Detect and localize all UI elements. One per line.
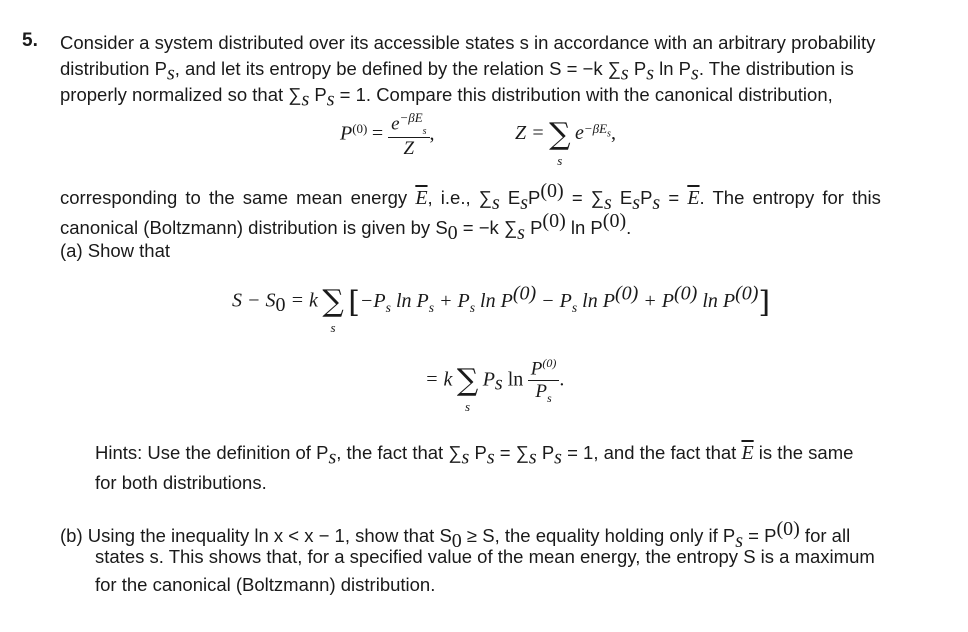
hint-line-2: for both distributions.: [95, 472, 267, 493]
intro-line-1: Consider a system distributed over its accessible states s in accordance with an arbitrary probability: [60, 32, 876, 53]
intro-line-3: properly normalized so that $\sum_s$ $P_s = 1$. Compare this distribution with the canonical distribution,: [60, 84, 833, 111]
part-b-line-2: states s. This shows that, for a specified value of the mean energy, the entropy S is a maximum: [95, 546, 875, 567]
intro-line-2: distribution $P_s$, and let its entropy be defined by the relation S = −k $\sum_s$ $P_s$ $\ln P_s$. The distribution is: [60, 58, 854, 85]
part-b-line-3: for the canonical (Boltzmann) distribution.: [95, 574, 436, 595]
part-b-line-1: (b) Using the inequality ln x < x − 1, show that $S_0 \ge S$, the equality holding only if $P_s = P^{(0)}$ for all: [60, 518, 851, 552]
hint-line-1: Hints: Use the definition of $P_s$, the fact that $\sum_s$ $P_s = \sum_s$ $P_s = 1$, and the fact that $\overline{E}$ is the same: [95, 442, 854, 469]
mean-energy-line-2: canonical (Boltzmann) distribution is given by $S_0 = -k$ $\sum_s$ $P^{(0)}$ $\ln P^{(0)}$.: [60, 210, 632, 244]
entropy-difference-result: = k ∑ s $P_s$ ln $\frac{P^{(0)}}{P_s}$ .: [425, 356, 565, 415]
canonical-p0-equation: $P^{(0)}$ = $\frac{e^{-\beta E}_s}{Z}$ ,: [340, 110, 435, 160]
problem-number: 5.: [22, 30, 38, 51]
mean-energy-line-1: corresponding to the same mean energy $\overline{E}$, i.e., $\sum_s$ $E_sP^{(0)} = \sum_s$ $E_sP_s = \overline{E}$. The entropy for this: [60, 180, 881, 214]
entropy-difference-equation: $S - S_0 = k$ ∑ s [$-P_s$ $\ln P_s + P_s$ $\ln P^{(0)} - P_s$ $\ln P^{(0)} + P^{(0)}$ $\ln P^{(0)}$]: [232, 282, 771, 336]
part-a-label: (a) Show that: [60, 240, 171, 261]
partition-function-equation: Z = ∑ s $e^{-\beta E_s}$,: [515, 117, 616, 168]
